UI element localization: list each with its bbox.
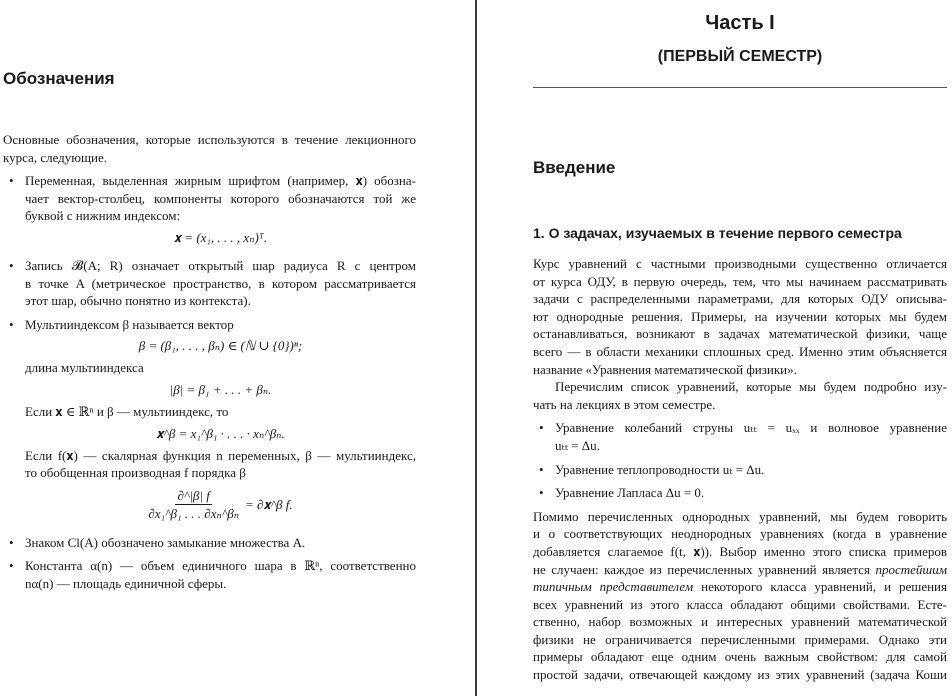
- chapter-title: Введение: [533, 158, 616, 177]
- part-subtitle: (ПЕРВЫЙ СЕМЕСТР): [657, 48, 823, 65]
- paragraph: [533, 255, 947, 378]
- text-line: то обобщенная производная f порядка β: [25, 465, 246, 481]
- list-item: [533, 461, 947, 479]
- text-line: Курс уравнений с частными производными существенно отличается: [533, 256, 947, 271]
- emphasis-text: простейшим: [875, 561, 947, 577]
- text-line: простой задачи, отвечающей каждому из этих уравнений (задача Коши: [533, 667, 947, 683]
- text-line: примеры обладают еще одним очень важным свойством: для самой: [533, 649, 947, 665]
- bullet-icon: •: [9, 173, 14, 189]
- left-page-body: [3, 131, 416, 593]
- bullet-icon: •: [9, 534, 14, 550]
- paragraph: [3, 403, 416, 421]
- display-formula-derivative: [3, 482, 416, 528]
- text-line: в точке A (метрическое пространство, в котором рассматривается: [25, 275, 416, 291]
- list-item: [533, 419, 947, 454]
- text-line: чать на лекциях в этом семестре.: [533, 396, 716, 412]
- bullet-icon: •: [539, 485, 544, 501]
- text-line: Уравнение колебаний струны uₜₜ = uₓₓ и волновое уравнение: [555, 420, 947, 436]
- bullet-icon: •: [9, 316, 14, 332]
- text-line: ственно, набор возможных и интересных уравнений математической: [533, 614, 947, 630]
- page-gutter-divider: [475, 0, 477, 696]
- bullet-icon: •: [539, 420, 544, 436]
- text-line: буквой с нижним индексом:: [25, 208, 181, 224]
- text-line: [533, 578, 947, 596]
- text-line: Если 𝐱 ∈ ℝⁿ и β — мультииндекс, то: [25, 403, 229, 419]
- text-line: и о соответствующих неоднородных уравнениях (когда в уравнение: [533, 526, 947, 542]
- text-line: Уравнение теплопроводности uₜ = Δu.: [555, 461, 765, 477]
- text-line: Перечислим список уравнений, которые мы будем подробно изу-: [555, 379, 947, 395]
- notation-heading: Обозначения: [3, 69, 115, 88]
- display-formula: |β| = β₁ + . . . + βₙ.: [169, 381, 272, 397]
- list-item: [3, 172, 416, 225]
- right-page-body: [533, 255, 947, 684]
- text-line: от курса ОДУ, в первую очередь, тем, что мы начинаем рассматривать: [533, 273, 947, 289]
- list-item: [3, 257, 416, 310]
- text-line: задачи с распределенными параметрами, для которых ОДУ описыва-: [533, 291, 947, 307]
- text-line: Основные обозначения, которые используются в течение лекционного: [3, 132, 416, 147]
- text-line: Если f(𝐱) — скалярная функция n переменных, β — мультииндекс,: [25, 447, 416, 463]
- list-item: [3, 534, 416, 552]
- text-segment: не случаен: каждое из перечисленных уравнений является: [533, 561, 876, 577]
- display-formula: β = (β₁, . . . , βₙ) ∈ (ℕ ∪ {0})ⁿ;: [138, 338, 303, 354]
- left-page: [3, 0, 416, 696]
- text-line: курса, следующие.: [3, 149, 107, 165]
- text-line: nα(n) — площадь единичной сферы.: [25, 575, 227, 591]
- right-page: [533, 0, 947, 696]
- text-line: длина мультииндекса: [25, 360, 144, 376]
- formula-rhs: = ∂𝐱^β f.: [244, 496, 293, 512]
- text-line: всего — в области механики сплошных сред. Именно этим объясняется: [533, 343, 947, 359]
- text-line: Помимо перечисленных однородных уравнений, мы будем говорить: [533, 508, 947, 524]
- text-line: Переменная, выделенная жирным шрифтом (например, 𝐱) обозна-: [25, 173, 416, 189]
- paragraph: [3, 359, 416, 377]
- list-item: [533, 484, 947, 502]
- display-formula: 𝐱^β = x₁^β₁ · . . . · xₙ^βₙ.: [156, 425, 285, 441]
- text-line: uₜₜ = Δu.: [555, 437, 600, 453]
- text-line: Знаком Cl(A) обозначено замыкание множества A.: [25, 534, 306, 550]
- section-title: 1. О задачах, изучаемых в течение первого семестра: [533, 225, 902, 241]
- display-formula: 𝐱 = (x₁, . . . , xₙ)ᵀ.: [173, 229, 268, 245]
- paragraph: [3, 447, 416, 482]
- part-title: Часть I: [705, 12, 775, 34]
- text-line: Константа α(n) — объем единичного шара в ℝⁿ, соответственно: [25, 558, 416, 574]
- fraction: [148, 487, 239, 523]
- paragraph: [533, 378, 947, 413]
- paragraph: [3, 131, 416, 166]
- text-line: название «Уравнения математической физики».: [533, 361, 797, 377]
- title-rule: [533, 87, 947, 88]
- text-line: добавляется слагаемое f(t, 𝐱)). Выбор именно этого списка примеров: [533, 543, 947, 559]
- text-line: этот шар, обычно понятно из контекста).: [25, 293, 251, 309]
- paragraph: [533, 508, 947, 684]
- text-line: Уравнение Лапласа Δu = 0.: [555, 485, 705, 501]
- text-line: [533, 561, 947, 579]
- text-line: ют однородные решения. Примеры, на изучении которых мы будем: [533, 308, 947, 324]
- bullet-icon: •: [9, 257, 14, 273]
- fraction-numerator: ∂^|β| f: [175, 487, 211, 506]
- fraction-denominator: ∂x₁^β₁ . . . ∂xₙ^βₙ: [148, 506, 239, 522]
- text-line: Мультииндексом β называется вектор: [25, 316, 234, 332]
- list-item: [3, 557, 416, 592]
- list-item: [3, 316, 416, 334]
- text-line: всех уравнений из этого класса обладают общими свойствами. Есте-: [533, 596, 947, 612]
- bullet-icon: •: [539, 461, 544, 477]
- bullet-icon: •: [9, 558, 14, 574]
- emphasis-text: типичным представителем: [533, 579, 694, 595]
- text-line: Запись 𝓑(A; R) означает открытый шар радиуса R с центром: [25, 257, 416, 273]
- text-line: физики не ограничивается перечисленными примерами. Однако эти: [533, 631, 947, 647]
- text-line: чает вектор-столбец, компоненты которого обозначаются той же: [25, 190, 416, 206]
- text-line: останавливаться, возникают в задачах математической физики, чаще: [533, 326, 947, 342]
- text-segment: некоторого класса уравнений, и решения: [693, 579, 947, 595]
